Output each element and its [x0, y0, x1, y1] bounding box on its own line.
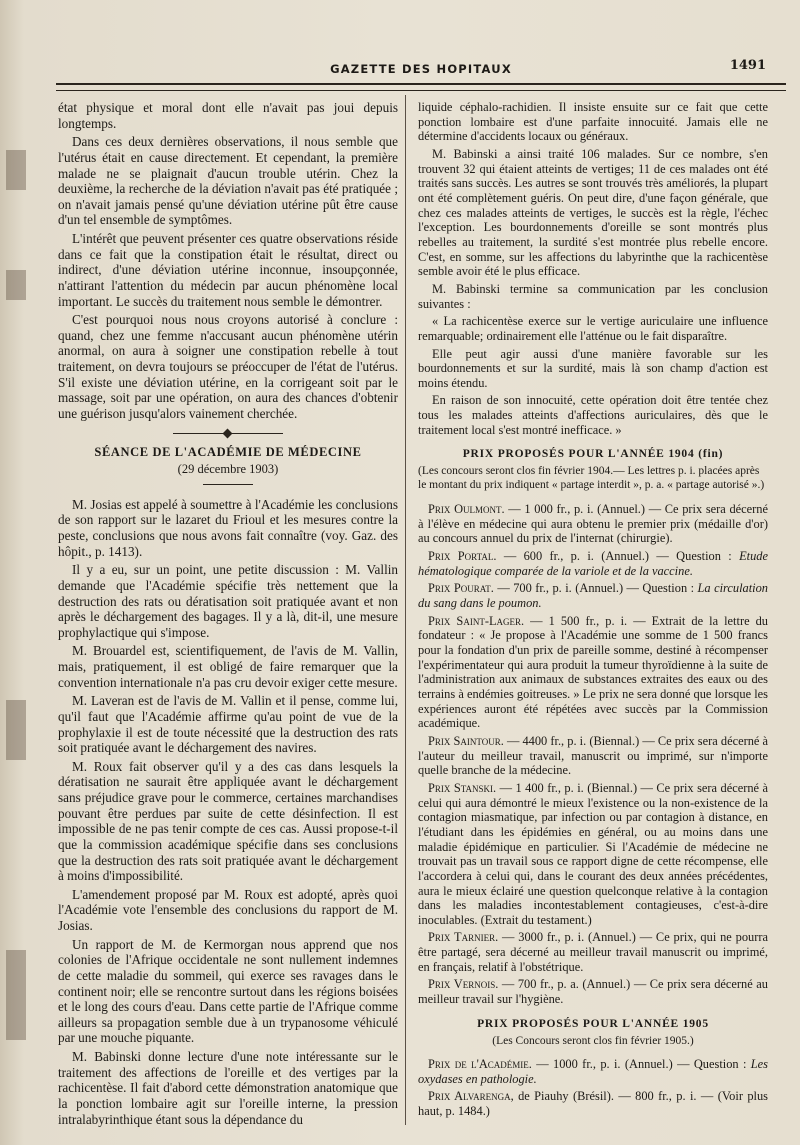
- prizes-1905-list: [418, 1057, 768, 1119]
- paragraph: En raison de son innocuité, cette opération doit être tentée chez tous les malades atteints d'affections auriculaires, dès que le traitement local s'est montré inefficace. »: [418, 393, 768, 437]
- paragraph: M. Babinski termine sa communication par les conclusion suivantes :: [418, 281, 768, 311]
- paragraph: M. Brouardel est, scientifiquement, de l'avis de M. Vallin, mais, pratiquement, il est obligé de faire remarquer que la convention internationale n'a pas cru devoir exiger cette mesure.: [58, 643, 398, 690]
- prizes-1905-heading: PRIX PROPOSÉS POUR L'ANNÉE 1905: [477, 1017, 709, 1030]
- prize-question: Etude hématologique comparée de la variole et de la vaccine.: [418, 549, 768, 578]
- prize-entry: [418, 1057, 768, 1086]
- binding-stain: [6, 150, 26, 190]
- right-column: [418, 100, 768, 1122]
- paragraph: L'intérêt que peuvent présenter ces quatre observations réside dans ce fait que la constipation était le résultat, direct ou indirect, d'une déviation utérine inconnue, insoupçonnée, n'attirant l'attention du médecin par aucun phénomène local important. Le succès du traitement nous semble le démontrer.: [58, 231, 398, 309]
- prize-name: Prix Pourat.: [428, 581, 494, 596]
- running-title: GAZETTE DES HOPITAUX: [330, 62, 512, 76]
- prize-text: — 600 fr., p. i. (Annuel.) — Question :: [496, 549, 740, 564]
- prize-question: Les oxydases en pathologie.: [418, 1057, 768, 1086]
- prize-name: Prix de l'Académie.: [428, 1057, 532, 1072]
- section-title: SÉANCE DE L'ACADÉMIE DE MÉDECINE: [94, 444, 362, 459]
- prize-entry: [418, 734, 768, 778]
- header-rule: [56, 83, 786, 91]
- prize-text: — 700 fr., p. i. (Annuel.) — Question :: [493, 581, 698, 596]
- prize-name: Prix Vernois.: [428, 977, 499, 992]
- prize-entry: [418, 781, 768, 928]
- prizes-1905-note: (Les Concours seront clos fin février 1905.): [492, 1035, 694, 1048]
- paragraph: M. Babinski a ainsi traité 106 malades. Sur ce nombre, s'en trouvent 32 qui étaient atteints de vertiges; 11 de ces malades ont été traités sans succès. Les autres se sont trouvés très améliorés, la plupart ont été complètement guéris. On peut dire, d'une façon générale, que chez ces malades atteints de vertiges, le succès est la règle, l'échec l'exception. Les bourdonnements d'oreille se sont montrés plus rebelles au traitement, la surdité s'est montrée plus rebelle encore. C'est, en somme, sur les affections du labyrinthe que la rachicentèse semble avoir été le plus efficace.: [418, 146, 768, 279]
- prize-name: Prix Stanski.: [428, 780, 497, 795]
- paragraph: Dans ces deux dernières observations, il nous semble que l'utérus était en cause directement. Et cependant, la première malade ne se plaignait d'aucun trouble utérin. Chez la deuxième, la recherche de la déviation n'avait pas été pratiquée ; on n'avait jamais pensé qu'une déviation utérine pût être cause d'un tel ensemble de symptômes.: [58, 134, 398, 228]
- short-divider: [203, 484, 253, 485]
- prize-name: Prix Saintour.: [428, 733, 504, 748]
- prizes-1904-heading: PRIX PROPOSÉS POUR L'ANNÉE 1904 (fin): [462, 448, 724, 461]
- paragraph: liquide céphalo-rachidien. Il insiste ensuite sur ce fait que cette ponction lombaire est d'une parfaite innocuité. Jamais elle ne détermine d'accidents locaux ou généraux.: [418, 100, 768, 144]
- paragraph: Elle peut agir aussi d'une manière favorable sur les bourdonnements et sur la surdité, mais là son champ d'action est moins étendu.: [418, 346, 768, 390]
- prize-name: Prix Saint-Lager.: [428, 613, 525, 628]
- section-date: (29 décembre 1903): [177, 462, 279, 477]
- prize-entry: [418, 977, 768, 1006]
- prize-text: — 1000 fr., p. i. (Annuel.) — Question :: [531, 1057, 751, 1072]
- binding-stain: [6, 700, 26, 760]
- paragraph: M. Roux fait observer qu'il y a des cas dans lesquels la dératisation ne saurait être appliquée avant le déchargement sans préjudice grave pour le commerce, certaines marchandises pouvant être perdues par suite de cette désinfection. Il est impossible de ne pas tenir compte de ces cas. Aussi propose-t-il que la commission académique spécifie dans ses conclusions que la destruction des rats soit pratiquée avant le déchargement à moins d'impossibilité.: [58, 758, 398, 884]
- paragraph: C'est pourquoi nous nous croyons autorisé à conclure : quand, chez une femme n'accusant aucun phénomène utérin anormal, on aura à soigner une constipation rebelle à tout traitement, on devra toujours se préoccuper de l'état de l'utérus. S'il existe une déviation utérine, en la corrigeant soit par le massage, soit par une opération, on aura des chances d'obtenir une guérison jusqu'alors vainement cherchée.: [58, 312, 398, 421]
- left-column: [58, 100, 398, 1130]
- prize-text: — 700 fr., p. a. (Annuel.) — Ce prix sera décerné au meilleur travail sur l'hygiène.: [418, 977, 768, 1007]
- prize-name: Prix Alvarenga,: [428, 1089, 514, 1104]
- prizes-1904-note: (Les concours seront clos fin février 1904.— Les lettres p. i. placées après le montant du prix indiquent « partage interdit », p. a. « partage autorisé ».): [418, 465, 765, 491]
- prize-text: — 1 500 fr., p. i. — Extrait de la lettre du fondateur : « Je propose à l'Académie une somme de 1 500 francs pour la fondation d'un prix de pareille somme, destiné à récompenser l'expérimentateur qui aura produit la tumeur thyroïdienne à la suite de l'administration aux animaux de substances extraites des eaux ou des terrains à endémies goitreuses. » Le prix ne sera donné que lorsque les expériences auront été répétées avec succès par la Commission académique.: [418, 613, 769, 731]
- prize-text: de Piauhy (Brésil). — 800 fr., p. i. — (Voir plus haut, p. 1484.): [418, 1089, 769, 1119]
- paragraph: Un rapport de M. de Kermorgan nous apprend que nos colonies de l'Afrique occidentale ne sont nullement indemnes de cette maladie du sommeil, qui exerce ses ravages dans le continent noir; elle se rencontre surtout dans les régions boisées et le long des cours d'eau. Dans cette partie de l'Afrique comme ailleurs sa propagation semble due à un trypanosome véhiculé par une mouche piquante.: [58, 936, 398, 1046]
- paragraph: M. Laveran est de l'avis de M. Vallin et il pense, comme lui, qu'il faut que l'Académie affirme qu'au point de vue de la prophylaxie il est de toute nécessité que la destruction des rats soit pratiquée avant le déchargement des navires.: [58, 693, 398, 756]
- prize-entry: [418, 930, 768, 974]
- paragraph: « La rachicentèse exerce sur le vertige auriculaire une influence remarquable; ordinairement elle l'atténue ou le fait disparaître.: [418, 314, 768, 343]
- prize-text: — 4400 fr., p. i. (Biennal.) — Ce prix sera décerné à l'auteur du meilleur travail, manuscrit ou imprimé, sur n'importe quelle branche de la médecine.: [418, 733, 769, 778]
- prize-text: — 3000 fr., p. i. (Annuel.) — Ce prix, qui ne pourra être partagé, sera décerné au meilleur travail manuscrit ou imprimé, en français, relatif à l'obstétrique.: [418, 930, 768, 974]
- prize-entry: [418, 549, 768, 578]
- binding-stain: [6, 950, 26, 1040]
- prize-text: — 1 000 fr., p. i. (Annuel.) — Ce prix sera décerné à l'élève en médecine qui aura obtenu le premier prix (médaille d'or) au concours annuel du prix de l'internat (chirurgie).: [418, 502, 769, 546]
- prize-name: Prix Portal.: [428, 549, 497, 564]
- paragraph: Il y a eu, sur un point, une petite discussion : M. Vallin demande que l'Académie spécifie très nettement que la destruction des rats ou dératisation soit pratiquée avant et non après le déchargement des bagages. Il y a là, dit-il, une mesure prophylactique qui s'impose.: [58, 562, 398, 640]
- prizes-1904-list: [418, 502, 768, 1007]
- paragraph: M. Babinski donne lecture d'une note intéressante sur le traitement des affections de l'oreille et des vertiges par la rachicentèse. Il fait d'abord cette démonstration anatomique que la ponction lombaire agit sur l'oreille interne, la pression intralabyrinthique étant sous la dépendance du: [58, 1049, 398, 1127]
- prize-entry: [418, 581, 768, 610]
- prize-text: — 1 400 fr., p. i. (Biennal.) — Ce prix sera décerné à celui qui aura démontré le mieux l'existence ou la non-existence de la contagion miasmatique, par infection ou par contagion à distance, en l'étudiant dans les épidémies en général, ou au moins dans une maladie épidémique en particulier. Si l'Académie de médecine ne trouvait pas un travail sous ce rapport digne de cette récompense, elle l'accordera à celui qui, dans le courant des deux années précédentes, aura le mieux éclairé une question quelconque relative à la contagion dans les maladies incontestablement contagieuses, c'est-à-dire inoculables. (Extrait du testament.): [418, 780, 768, 927]
- page-number: 1491: [729, 58, 766, 73]
- binding-stain: [6, 270, 26, 300]
- section-ornament: [173, 430, 283, 437]
- prize-name: Prix Oulmont.: [428, 502, 505, 517]
- paragraph: état physique et moral dont elle n'avait pas joui depuis longtemps.: [58, 100, 398, 131]
- prize-entry: [418, 502, 768, 546]
- prize-question: La circulation du sang dans le poumon.: [418, 581, 768, 611]
- prize-entry: [418, 1089, 768, 1118]
- prize-name: Prix Tarnier.: [428, 930, 499, 945]
- column-divider: [405, 95, 406, 1125]
- page-header: [56, 58, 786, 80]
- paragraph: L'amendement proposé par M. Roux est adopté, après quoi l'Académie vote l'ensemble des conclusions du rapport de M. Josias.: [58, 886, 398, 933]
- prize-entry: [418, 614, 768, 731]
- paragraph: M. Josias est appelé à soumettre à l'Académie les conclusions de son rapport sur le lazaret du Frioul et les mesures contre la peste, conclusions que nous avons fait connaître (voy. Gaz. des hôpit., p. 1413).: [58, 496, 398, 559]
